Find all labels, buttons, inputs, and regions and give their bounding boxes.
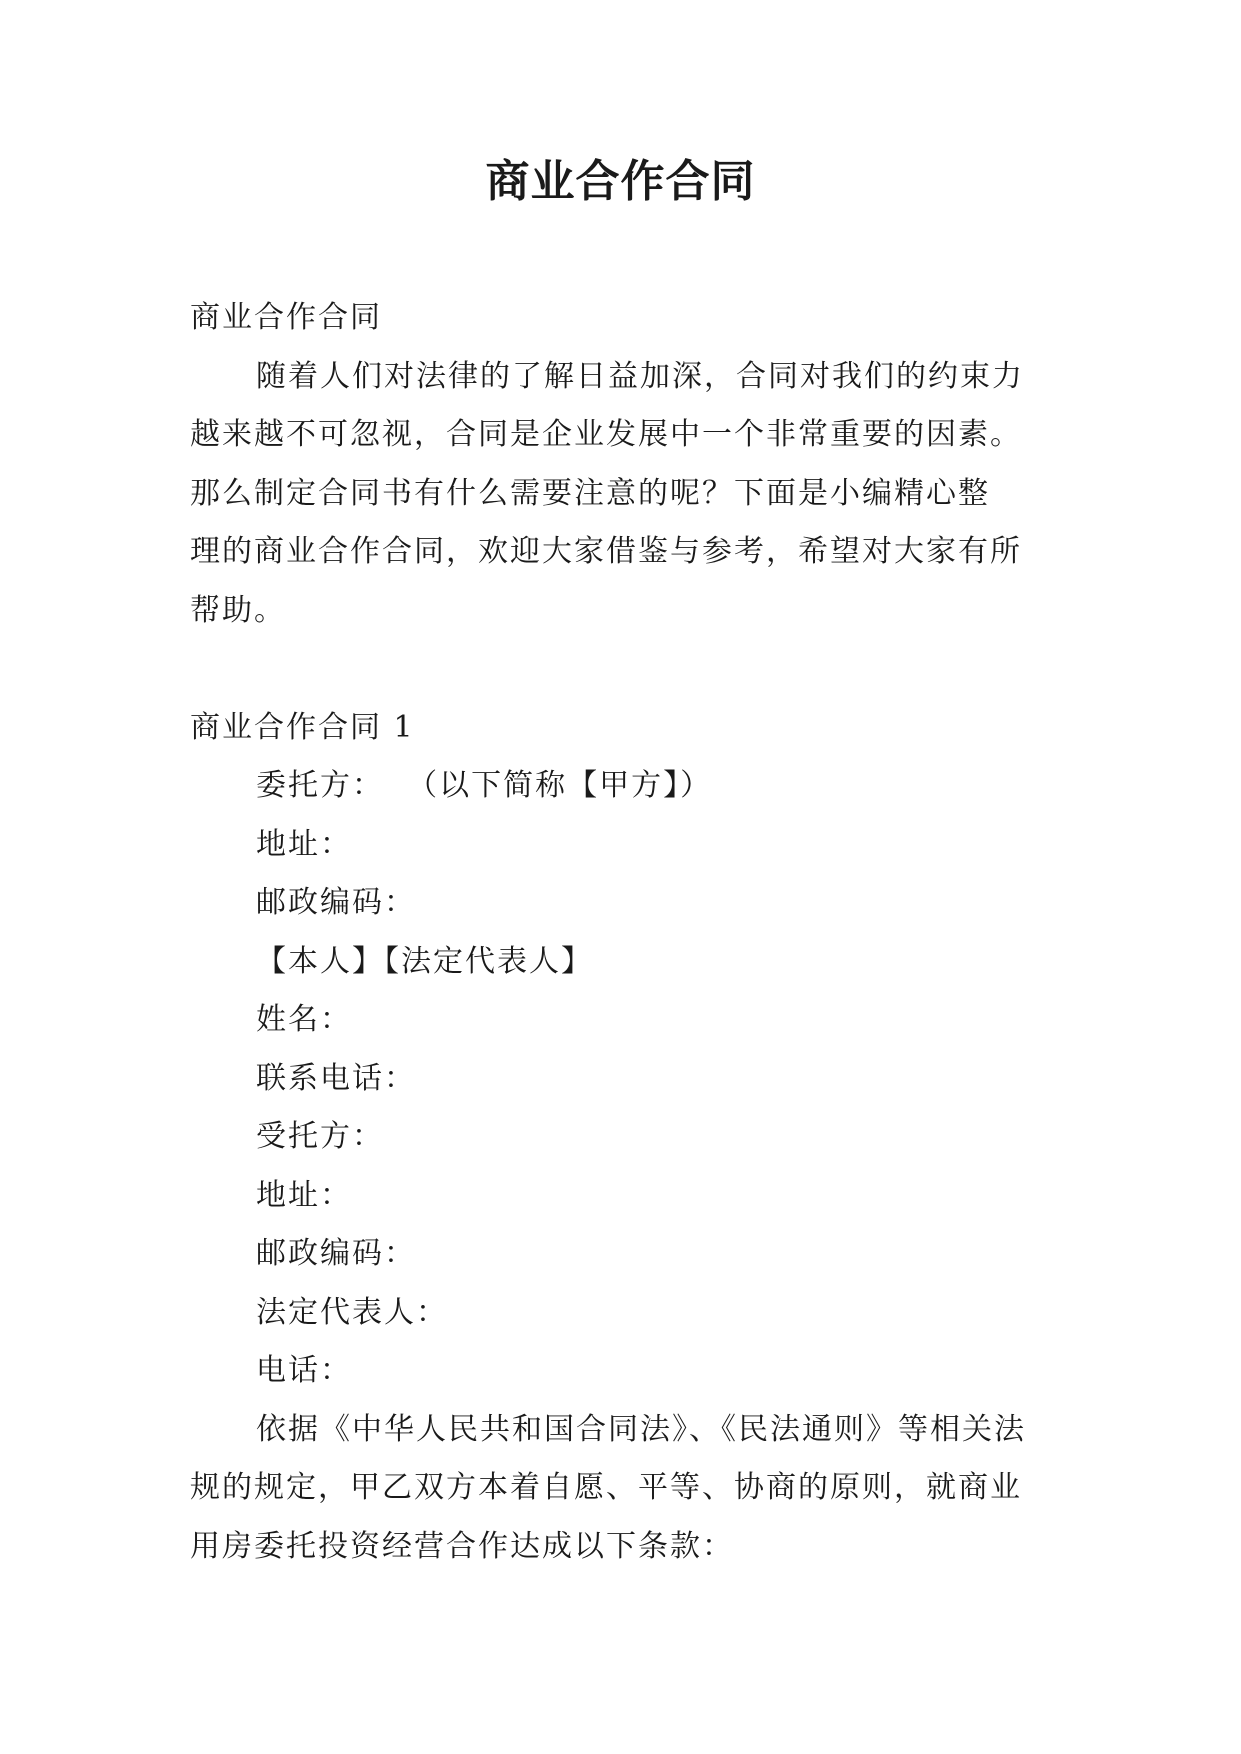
subtitle: 商业合作合同	[190, 300, 382, 335]
field-line: 联系电话：	[256, 1060, 416, 1096]
field-line: 受托方：	[256, 1119, 384, 1154]
field-line: 【本人】【法定代表人】	[256, 943, 593, 979]
basis-line: 依据《中华人民共和国合同法》、《民法通则》等相关法	[256, 1411, 1026, 1447]
intro-line: 那么制定合同书有什么需要注意的呢？下面是小编精心整	[190, 475, 990, 511]
basis-line: 用房委托投资经营合作达成以下条款：	[190, 1528, 734, 1564]
intro-line: 理的商业合作合同，欢迎大家借鉴与参考，希望对大家有所	[190, 534, 1022, 569]
field-line: 法定代表人：	[256, 1294, 448, 1330]
field-line: 地址：	[256, 1177, 352, 1213]
document-title: 商业合作合同	[485, 156, 756, 207]
section-heading: 商业合作合同 1	[190, 709, 415, 745]
field-line: 邮政编码：	[256, 1236, 416, 1271]
intro-line: 越来越不可忽视，合同是企业发展中一个非常重要的因素。	[190, 417, 1022, 452]
field-line: 姓名：	[256, 1002, 352, 1037]
intro-line: 帮助。	[190, 592, 286, 628]
field-line: 地址：	[256, 826, 352, 862]
field-line: 电话：	[256, 1353, 352, 1388]
field-line: 委托方： （以下简称【甲方】）	[256, 768, 713, 803]
field-line: 邮政编码：	[256, 885, 416, 920]
document-body	[190, 289, 1070, 1576]
basis-line: 规的规定，甲乙双方本着自愿、平等、协商的原则，就商业	[190, 1470, 1022, 1505]
paragraph-gap	[190, 640, 1070, 699]
intro-line: 随着人们对法律的了解日益加深，合同对我们的约束力	[256, 358, 1024, 394]
